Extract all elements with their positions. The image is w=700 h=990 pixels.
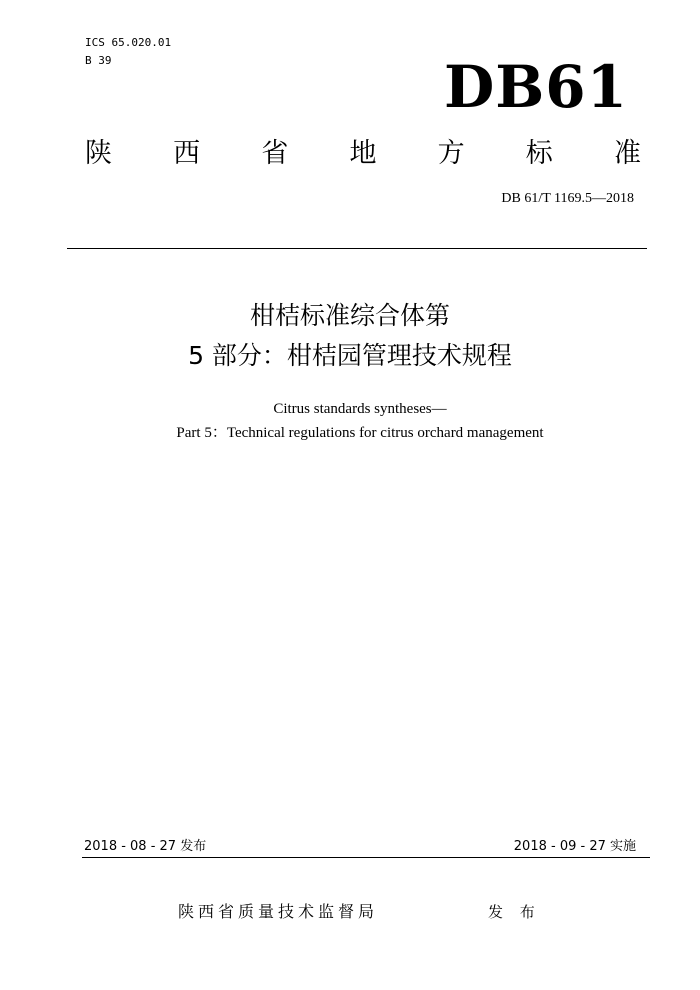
classification-codes <box>85 34 171 70</box>
footer-divider <box>82 857 650 858</box>
standard-type-heading <box>85 136 641 172</box>
standard-type-char: 地 <box>349 138 377 169</box>
db61-logo: DB61 <box>443 53 628 121</box>
implementation-date: 2018 - 09 - 27 实施 <box>513 839 636 854</box>
publisher-name: 陕西省质量技术监督局 <box>178 902 379 921</box>
header-divider <box>67 248 647 249</box>
standard-type-char: 标 <box>525 138 553 169</box>
ccs-code: B 39 <box>85 54 112 67</box>
chinese-title <box>0 296 700 376</box>
english-title-line-2: Part 5：Technical regulations for citrus orchard management <box>176 425 544 441</box>
issue-date: 2018 - 08 - 27 发布 <box>84 839 207 854</box>
english-title <box>0 397 700 445</box>
publish-label: 发 布 <box>488 903 541 921</box>
standard-type-char: 陕 <box>85 138 112 169</box>
standard-type-char: 西 <box>173 138 201 169</box>
ics-code: ICS 65.020.01 <box>85 36 172 49</box>
standard-type-char: 省 <box>261 138 289 169</box>
standard-type-char: 方 <box>437 138 465 169</box>
english-title-line-1: Citrus standards syntheses— <box>273 401 447 417</box>
date-row <box>84 837 650 857</box>
chinese-title-line-1: 柑桔标准综合体第 <box>249 301 450 330</box>
chinese-title-line-2: 5 部分：柑桔园管理技术规程 <box>188 341 512 370</box>
standard-type-char: 准 <box>613 138 641 169</box>
standard-code: DB 61/T 1169.5—2018 <box>501 191 634 206</box>
